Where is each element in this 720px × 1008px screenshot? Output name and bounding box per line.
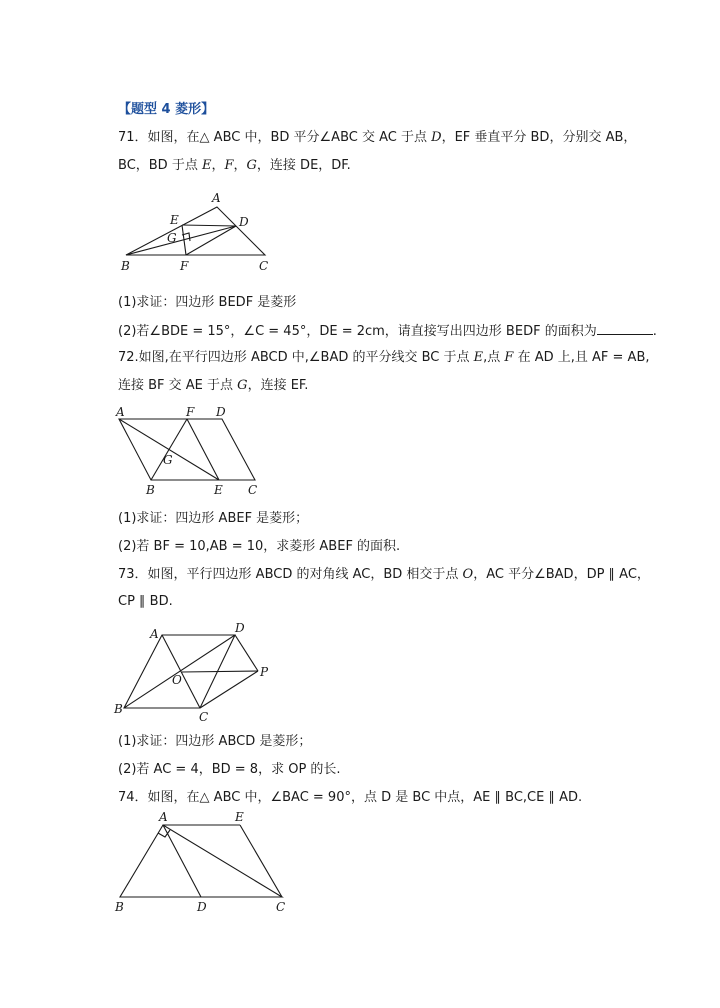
label-e: E [214, 483, 223, 497]
q74-line1: 74．如图，在△ ABC 中，∠BAC = 90°，点 D 是 BC 中点，AE ∥ BC,CE ∥ AD. [118, 790, 583, 805]
section-title: 【题型 4 菱形】 [118, 102, 215, 117]
q72-text: ,点 [483, 350, 505, 365]
q72-point-f: F [504, 350, 514, 365]
q72-part2: (2)若 BF = 10,AB = 10，求菱形 ABEF 的面积. [118, 539, 401, 554]
label-p: P [260, 665, 269, 679]
q73-line2: CP ∥ BD. [118, 594, 173, 609]
q71-text: BC，BD 于点 [118, 158, 202, 173]
q72-point-e: E [473, 350, 484, 365]
q71-part2-text: (2)若∠BDE = 15°，∠C = 45°，DE = 2cm，请直接写出四边形 BEDF 的面积为 [118, 324, 597, 339]
q71-point-g: G [246, 158, 257, 173]
q71-point-d: D [431, 130, 442, 145]
label-b: B [115, 900, 124, 914]
label-a: A [116, 405, 125, 419]
q72-part1: (1)求证：四边形 ABEF 是菱形； [118, 511, 309, 526]
label-d: D [216, 405, 226, 419]
label-c: C [248, 483, 258, 497]
q71-text: ，EF 垂直平分 BD，分别交 AB， [441, 130, 637, 145]
label-a: A [212, 191, 221, 205]
triangle-abc [120, 825, 282, 897]
label-e: E [170, 213, 179, 227]
q73-part2: (2)若 AC = 4，BD = 8，求 OP 的长. [118, 762, 341, 777]
label-c: C [199, 710, 209, 724]
q71-part1: (1)求证：四边形 BEDF 是菱形 [118, 295, 297, 310]
label-c: C [276, 900, 286, 914]
label-d: D [239, 215, 249, 229]
q72-text: 在 AD 上,且 AF = AB, [513, 350, 650, 365]
label-a: A [150, 627, 159, 641]
q71-text: ，连接 DE，DF. [256, 158, 351, 173]
q73-text: ，AC 平分∠BAD，DP ∥ AC， [473, 567, 650, 582]
q73-text: 73．如图，平行四边形 ABCD 的对角线 AC，BD 相交于点 [118, 567, 463, 582]
q73-point-o: O [462, 567, 474, 582]
label-b: B [114, 702, 123, 716]
q71-sep: ， [233, 158, 247, 173]
q71-point-f: F [224, 158, 234, 173]
label-e: E [235, 810, 244, 824]
q73-part1: (1)求证：四边形 ABCD 是菱形； [118, 734, 312, 749]
label-b: B [121, 259, 130, 273]
label-f: F [186, 405, 195, 419]
q71-text: 71．如图，在△ ABC 中，BD 平分∠ABC 交 AC 于点 [118, 130, 432, 145]
segment-ec [240, 825, 282, 897]
label-a: A [159, 810, 168, 824]
q72-text: 连接 BF 交 AE 于点 [118, 378, 238, 393]
label-c: C [259, 259, 269, 273]
q71-sep: ， [211, 158, 225, 173]
label-g: G [163, 453, 173, 467]
label-b: B [146, 483, 155, 497]
q72-text: ，连接 EF. [247, 378, 309, 393]
label-o: O [172, 673, 182, 687]
q72-text: 72.如图,在平行四边形 ABCD 中,∠BAD 的平分线交 BC 于点 [118, 350, 474, 365]
q71-part2-end: . [652, 324, 657, 339]
label-f: F [180, 259, 189, 273]
q72-point-g: G [237, 378, 248, 393]
label-d: D [197, 900, 207, 914]
label-d: D [235, 621, 245, 635]
label-g: G [167, 231, 177, 245]
q71-point-e: E [201, 158, 212, 173]
segment-ad [163, 825, 201, 897]
